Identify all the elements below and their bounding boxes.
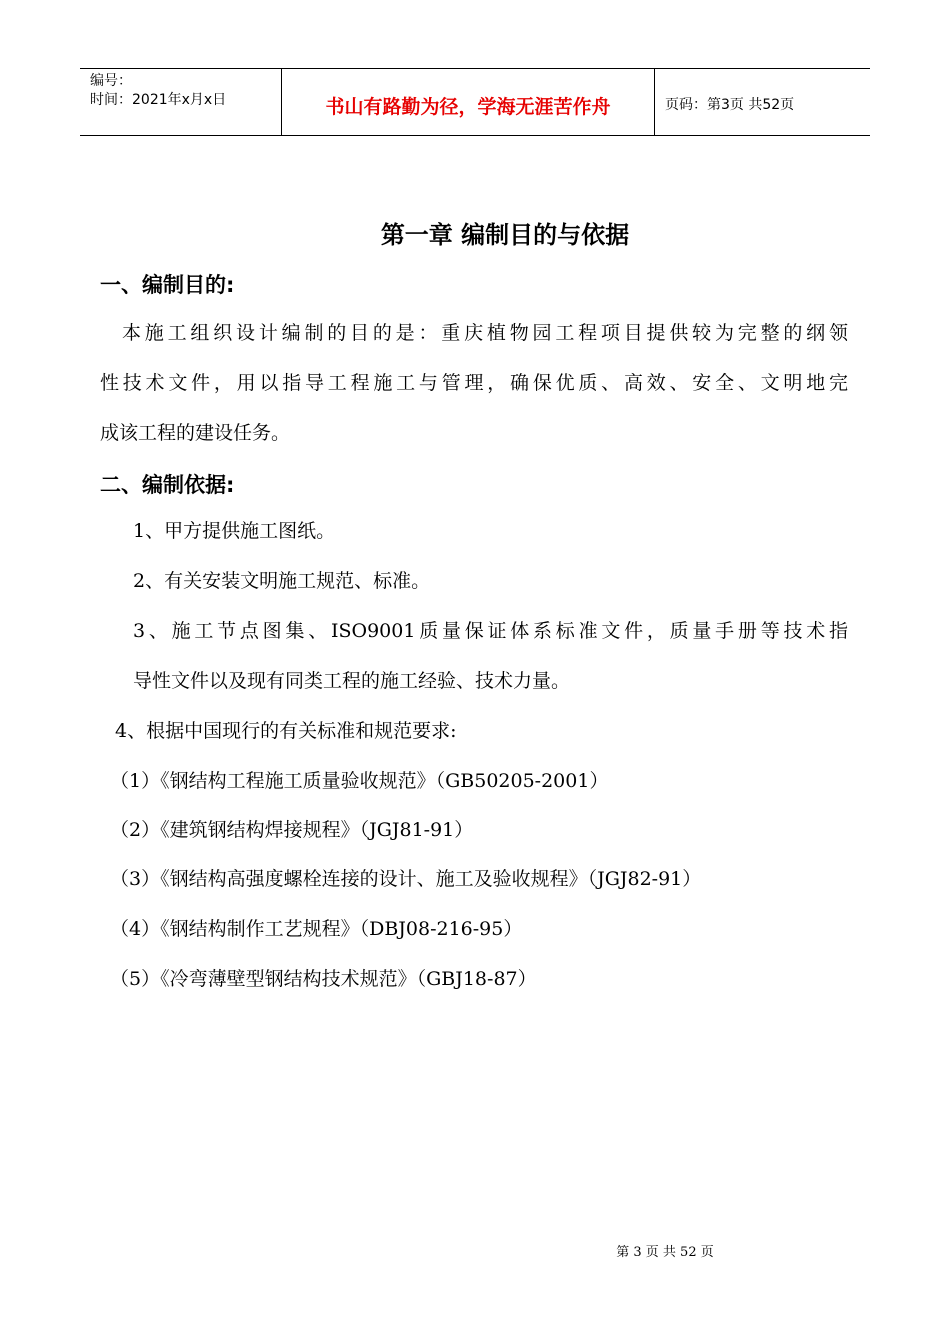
standard-item: （1）《钢结构工程施工质量验收规范》（GB50205-2001） <box>110 770 609 792</box>
standard-item: （4）《钢结构制作工艺规程》（DBJ08-216-95） <box>110 918 523 940</box>
standard-item: （2）《建筑钢结构焊接规程》（JGJ81-91） <box>110 819 474 841</box>
header-motto-cell <box>282 69 655 135</box>
section-heading-basis: 二、编制依据: <box>100 473 235 497</box>
header-page-label: 页码：第3页 共52页 <box>665 97 795 113</box>
basis-item: 4、根据中国现行的有关标准和规范要求: <box>115 720 457 742</box>
chapter-title: 第一章 编制目的与依据 <box>380 221 630 249</box>
basis-item: 2、有关安装文明施工规范、标准。 <box>133 570 431 592</box>
document-time-label: 时间：2021年x月x日 <box>90 92 227 108</box>
page-footer: 第 3 页 共 52 页 <box>616 1245 714 1260</box>
purpose-paragraph-line: 性技术文件，用以指导工程施工与管理，确保优质、高效、安全、文明地完 <box>100 372 848 394</box>
header-page-cell <box>655 69 870 135</box>
basis-item-continuation: 导性文件以及现有同类工程的施工经验、技术力量。 <box>133 670 571 692</box>
section-heading-purpose: 一、编制目的: <box>100 273 235 297</box>
page-header <box>80 68 870 136</box>
document-number-label: 编号： <box>90 73 132 89</box>
basis-item: 1、甲方提供施工图纸。 <box>133 520 336 542</box>
header-meta-cell <box>80 69 282 135</box>
standard-item: （5）《冷弯薄壁型钢结构技术规范》（GBJ18-87） <box>110 968 537 990</box>
purpose-paragraph-line: 本施工组织设计编制的目的是：重庆植物园工程项目提供较为完整的纲领 <box>122 322 848 344</box>
basis-item: 3、施工节点图集、ISO9001质量保证体系标准文件，质量手册等技术指 <box>133 620 848 642</box>
purpose-paragraph-line: 成该工程的建设任务。 <box>100 422 291 444</box>
standard-item: （3）《钢结构高强度螺栓连接的设计、施工及验收规程》（JGJ82-91） <box>110 868 702 890</box>
header-motto: 书山有路勤为径，学海无涯苦作舟 <box>325 95 611 118</box>
